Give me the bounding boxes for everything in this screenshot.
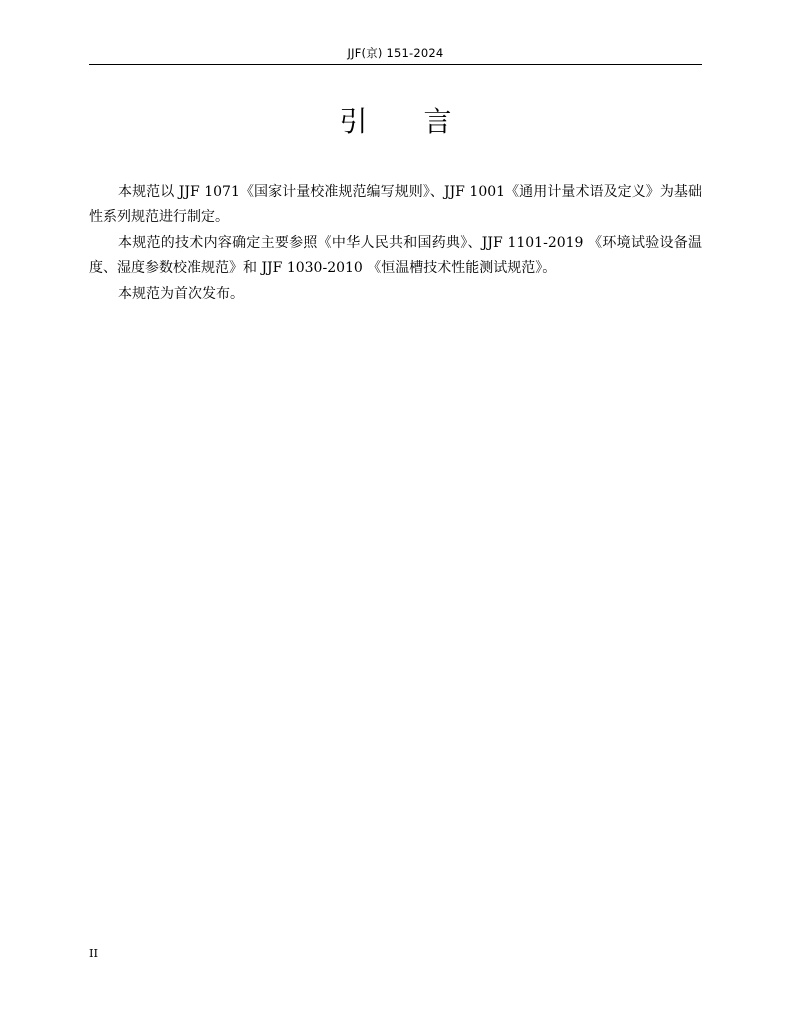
section-title-char-2: 言 xyxy=(423,105,452,138)
page-number: II xyxy=(89,946,99,960)
section-title-char-1: 引 xyxy=(339,105,368,138)
header-rule xyxy=(89,64,702,65)
body-text xyxy=(89,180,702,308)
paragraph-first-release: 本规范为首次发布。 xyxy=(118,286,244,302)
running-header-standard-code: JJF(京) 151-2024 xyxy=(347,46,444,60)
paragraph-basis: 本规范以 JJF 1071《国家计量校准规范编写规则》、JJF 1001《通用计量术语及定义》为基础性系列规范进行制定。 xyxy=(89,184,702,225)
paragraph-references: 本规范的技术内容确定主要参照《中华人民共和国药典》、JJF 1101-2019 《环境试验设备温度、湿度参数校准规范》和 JJF 1030-2010 《恒温槽技术性能测试规范》。 xyxy=(89,235,702,276)
section-title xyxy=(0,100,791,140)
